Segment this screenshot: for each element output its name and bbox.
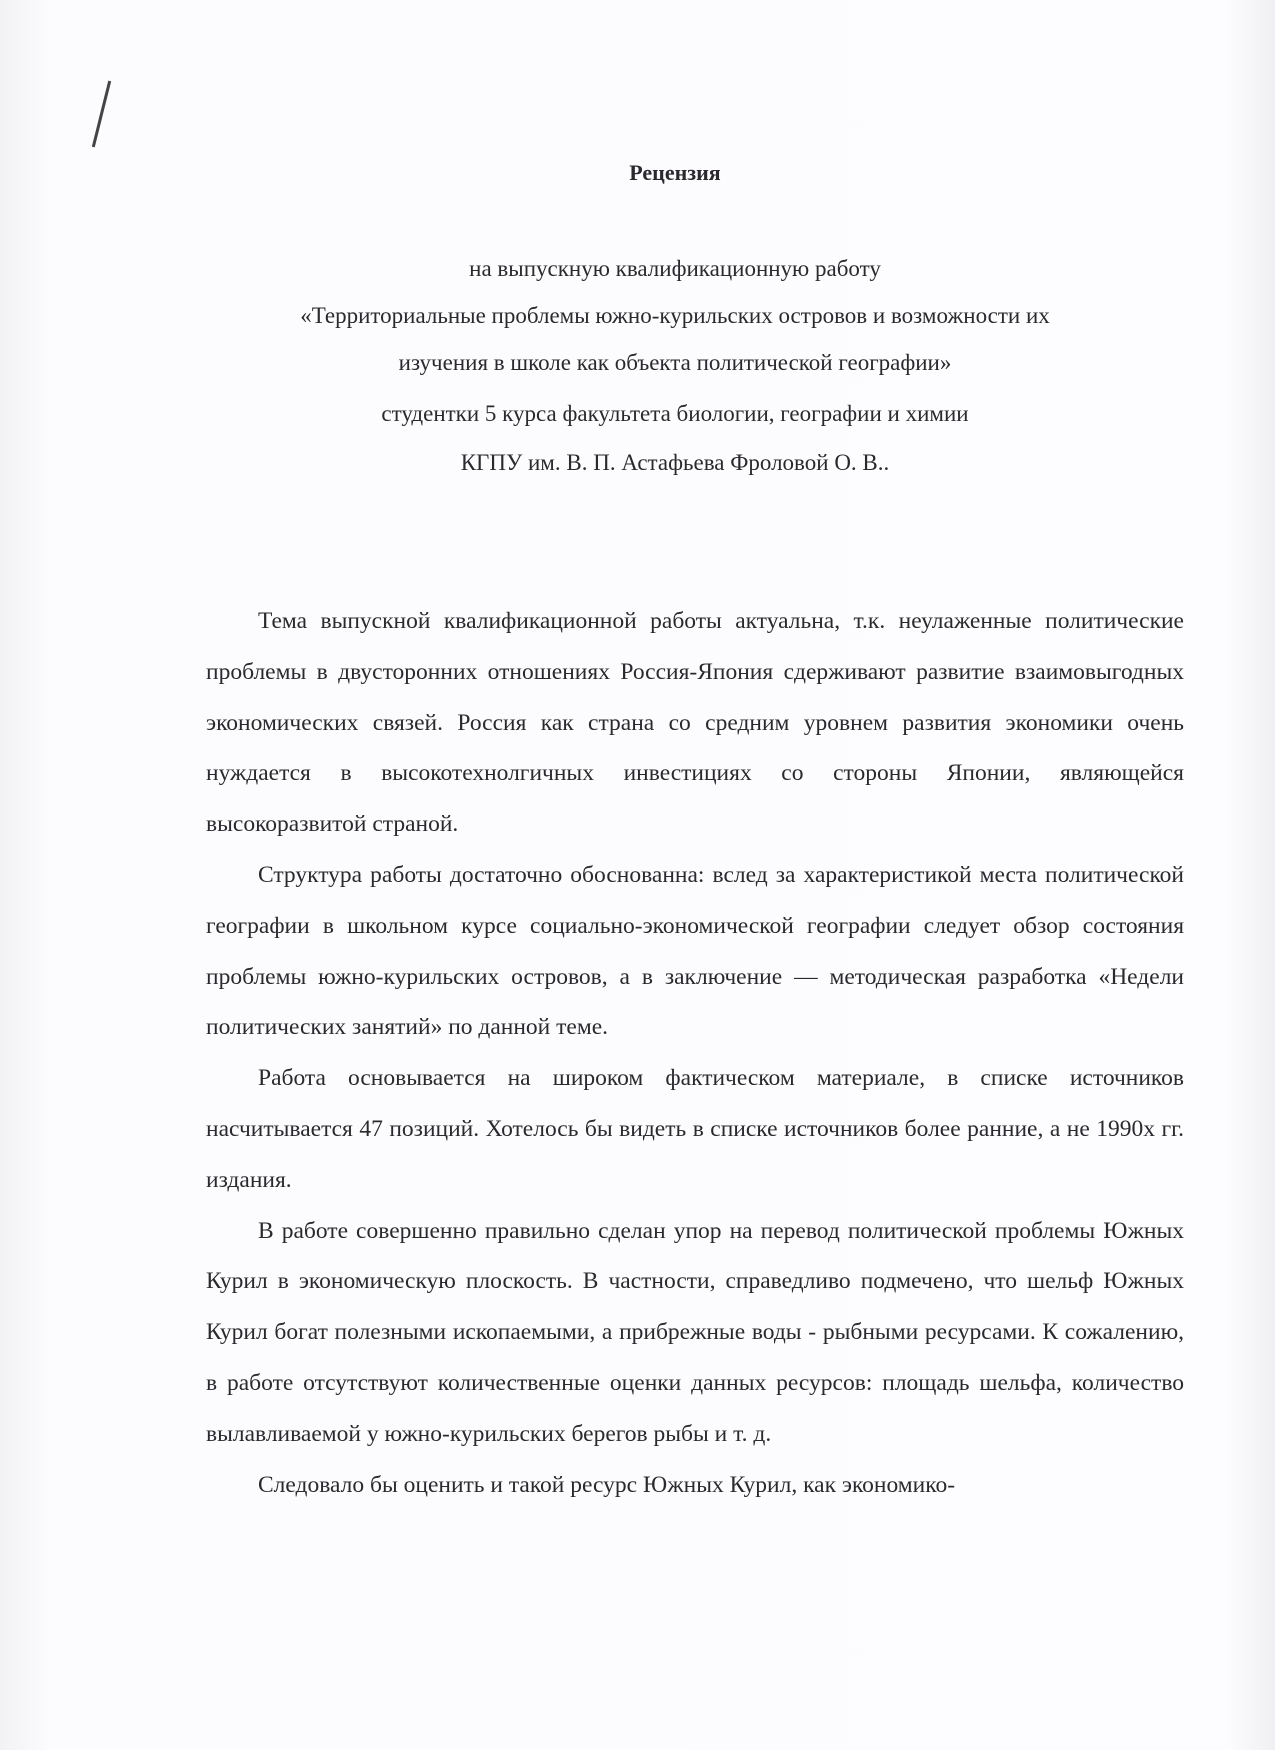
subtitle-line: «Территориальные проблемы южно-курильских островов и возможности их	[300, 303, 1050, 328]
paragraph: Структура работы достаточно обоснованна: вслед за характеристикой места политической географии в школьном курсе социально-экономической географии следует обзор состояния проблемы южно-курильских островов, а в заключение — методическая разработка «Недели политических занятий» по данной теме.	[206, 861, 1184, 1041]
document-body	[206, 596, 1184, 1510]
paragraph: Тема выпускной квалификационной работы актуальна, т.к. неулаженные политические проблемы в двусторонних отношениях Россия-Япония сдерживают развитие взаимовыгодных экономических связей. Россия как страна со средним уровнем развития экономики очень нуждается в высокотехнолгичных инвестициях со стороны Японии, являющейся высокоразвитой страной.	[206, 608, 1184, 838]
subtitle-line: КГПУ им. В. П. Астафьева Фроловой О. В..	[460, 450, 890, 475]
document-title: Рецензия	[629, 160, 721, 185]
subtitle-line: студентки 5 курса факультета биологии, географии и химии	[381, 401, 969, 426]
subtitle-line: на выпускную квалификационную работу	[469, 256, 881, 281]
paragraph: Следовало бы оценить и такой ресурс Южных Курил, как экономико-	[258, 1471, 956, 1498]
paragraph: В работе совершенно правильно сделан упор на перевод политической проблемы Южных Курил в экономическую плоскость. В частности, справедливо подмечено, что шельф Южных Курил богат полезными ископаемыми, а прибрежные воды - рыбными ресурсами. К сожалению, в работе отсутствуют количественные оценки данных ресурсов: площадь шельфа, количество вылавливаемой у южно-курильских берегов рыбы и т. д.	[206, 1217, 1184, 1447]
pen-mark	[92, 81, 111, 148]
paragraph: Работа основывается на широком фактическом материале, в списке источников насчитывается 47 позиций. Хотелось бы видеть в списке источников более ранние, а не 1990х гг. издания.	[206, 1065, 1184, 1193]
subtitle-line: изучения в школе как объекта политической географии»	[398, 350, 952, 375]
document-subtitle	[150, 245, 1200, 486]
